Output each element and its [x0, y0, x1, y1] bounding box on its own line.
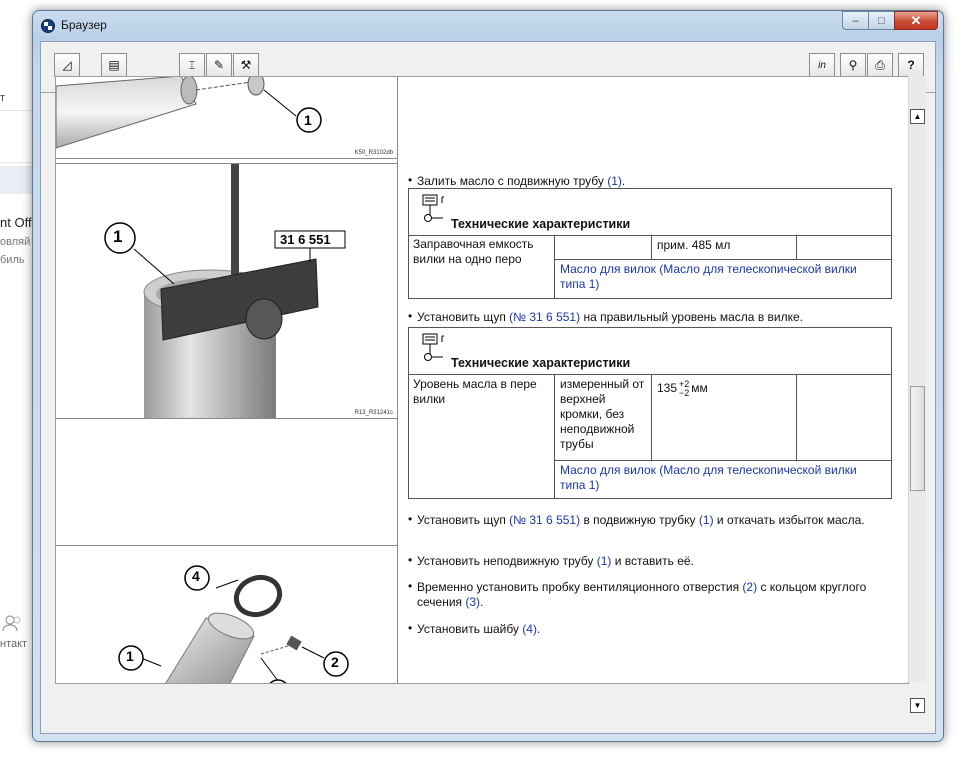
pen-icon[interactable]: ✎ — [206, 53, 232, 77]
spec-table-title: Технические характеристики — [451, 217, 631, 231]
callout-4: 4 — [192, 568, 200, 584]
tool-label: 31 6 551 — [280, 232, 331, 247]
spec-table-title: Технические характеристики — [451, 356, 631, 370]
oil-spec-link[interactable]: Масло для вилок (Масло для телескопической вилки типа 1) — [560, 262, 857, 291]
spec-value: 135 +2 −2 мм — [657, 379, 708, 398]
reference-link[interactable]: (№ 31 6 551) — [509, 310, 581, 324]
list-item: • Залить масло с подвижную трубу (1). — [408, 173, 626, 188]
background-app-text: nt Off — [0, 215, 32, 230]
list-item: • Временно установить пробку вентиляционного отверстия (2) с кольцом круглого сечения (3). — [408, 579, 867, 609]
illustration-dipstick — [55, 163, 398, 419]
reference-link[interactable]: (1) — [698, 513, 714, 527]
callout-1: 1 — [304, 112, 312, 128]
spec-table — [408, 327, 892, 499]
wrench-icon[interactable]: ⚒ — [233, 53, 259, 77]
window-title: Браузер — [61, 18, 107, 32]
spec-value: прим. 485 мл — [657, 238, 731, 252]
scroll-thumb[interactable] — [910, 386, 925, 491]
table-divider — [796, 374, 797, 460]
illustration-fork-plug — [55, 545, 398, 684]
table-divider — [554, 235, 555, 298]
vertical-scrollbar[interactable] — [908, 76, 926, 710]
table-divider — [651, 374, 652, 460]
reference-link[interactable]: (1) — [596, 554, 612, 568]
illustration-tube-top — [55, 76, 398, 159]
background-app-text: нтакт — [0, 638, 28, 650]
list-item: • Установить неподвижную трубу (1) и вставить её. — [408, 553, 694, 568]
callout-2: 2 — [331, 654, 339, 670]
piston-icon — [421, 332, 447, 362]
help-icon[interactable]: ? — [898, 53, 924, 77]
oil-spec-link[interactable]: Масло для вилок (Масло для телескопической вилки типа 1) — [560, 463, 857, 492]
background-app-text: т — [0, 92, 6, 104]
piston-icon — [421, 193, 447, 223]
background-app-text: овляй — [0, 236, 31, 248]
browser-window — [32, 10, 944, 742]
reference-link[interactable]: (№ 31 6 551) — [509, 513, 581, 527]
spec-label: Заправочная емкость вилки на одно перо — [413, 237, 534, 266]
callout-1: 1 — [126, 648, 134, 664]
contacts-icon[interactable] — [2, 614, 22, 632]
binoculars-icon[interactable]: ⚲ — [840, 53, 866, 77]
close-button[interactable]: ✕ — [894, 11, 938, 30]
info-in-icon[interactable]: in — [809, 53, 835, 77]
image-caption: K50_R3102db — [354, 150, 393, 156]
table-divider — [651, 235, 652, 259]
scroll-up-button[interactable]: ▲ — [910, 109, 925, 124]
reference-link[interactable]: (2) — [742, 580, 758, 594]
list-item: • Установить щуп (№ 31 6 551) в подвижную трубку (1) и откачать избыток масла. — [408, 512, 865, 527]
callout-1: 1 — [113, 227, 123, 246]
minimize-button[interactable]: – — [842, 11, 868, 30]
spec-table-header — [409, 189, 891, 236]
spec-label: Уровень масла в пере вилки — [413, 377, 537, 406]
list-item: • Установить щуп (№ 31 6 551) на правильный уровень масла в вилке. — [408, 309, 803, 324]
maximize-button[interactable]: □ — [868, 11, 894, 30]
reference-link[interactable]: (4) — [522, 622, 537, 636]
background-app-text: биль — [0, 254, 25, 266]
table-divider — [554, 374, 555, 498]
back-arrow-icon[interactable]: ◿ — [54, 53, 80, 77]
window-controls — [842, 11, 938, 31]
list-item: • Установить шайбу (4). — [408, 621, 541, 636]
spec-measure-condition: измеренный от верхней кромки, без неподвижной трубы — [560, 377, 645, 451]
scroll-down-button[interactable]: ▼ — [910, 698, 925, 713]
tool-board-icon[interactable]: ⌶ — [179, 53, 205, 77]
image-caption: R13_R31241c — [354, 410, 393, 416]
printer-icon[interactable]: ⎙ — [867, 53, 893, 77]
document-viewport — [55, 76, 909, 684]
folder-edit-icon[interactable]: ▤ — [101, 53, 127, 77]
reference-link[interactable]: (1) — [607, 174, 622, 188]
spec-table — [408, 188, 892, 299]
reference-link[interactable]: (3) — [465, 595, 481, 609]
table-divider — [796, 235, 797, 259]
title-bar[interactable] — [33, 11, 943, 41]
bmw-logo-icon — [41, 19, 55, 33]
spec-table-header — [409, 328, 891, 375]
